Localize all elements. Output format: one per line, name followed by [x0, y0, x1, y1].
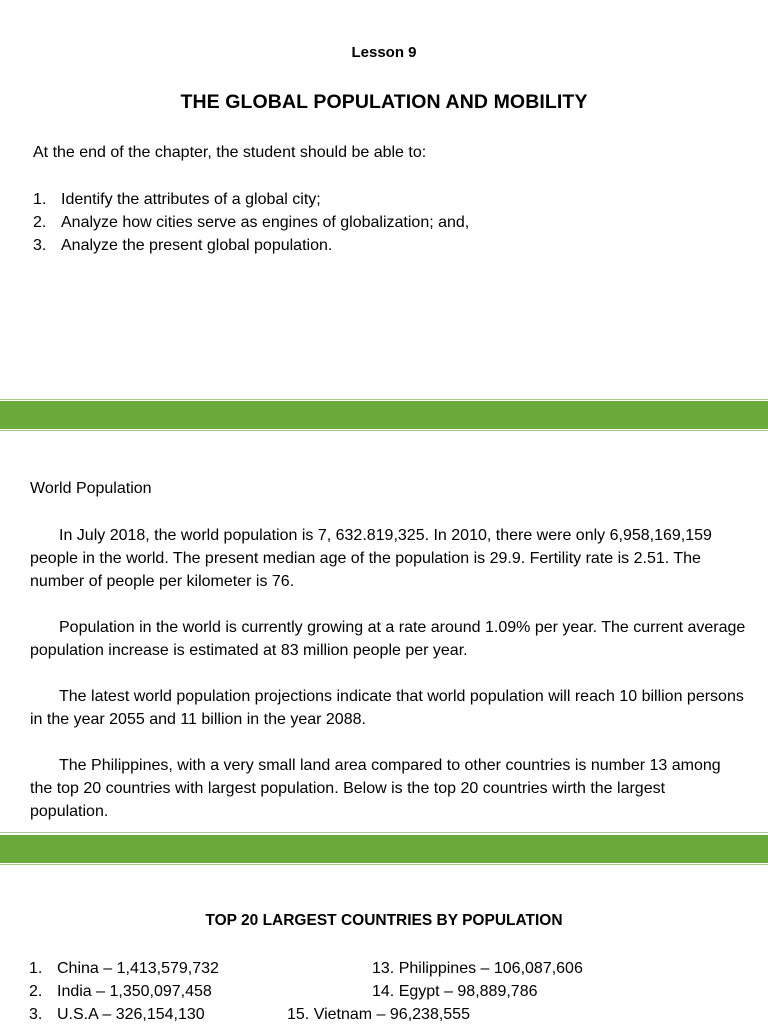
page-divider-band — [0, 397, 768, 433]
page-title: THE GLOBAL POPULATION AND MOBILITY — [180, 91, 588, 113]
paragraph — [30, 754, 746, 823]
page-divider-band — [0, 832, 768, 866]
objectives-list — [33, 188, 469, 257]
paragraph — [30, 616, 746, 662]
objective-text: Identify the attributes of a global city; — [61, 191, 321, 208]
objective-number: 2. — [33, 214, 47, 231]
divider-line — [0, 399, 768, 400]
country-item — [29, 980, 212, 1003]
lesson-number: Lesson 9 — [351, 44, 417, 61]
paragraph-text: The Philippines, with a very small land area compared to other countries is number 13 among the top 20 countries with largest population. Below is the top 20 countries wirth the largest population. — [30, 757, 721, 820]
section-heading: World Population — [30, 480, 152, 497]
paragraph-text: Population in the world is currently growing at a rate around 1.09% per year. The current average population increase is estimated at 83 million people per year. — [30, 619, 746, 659]
country-rank: 15. — [287, 1006, 310, 1023]
country-text: China – 1,413,579,732 — [57, 960, 219, 977]
objective-number: 1. — [33, 191, 47, 208]
objective-item — [33, 234, 469, 257]
country-text: Philippines – 106,087,606 — [398, 960, 583, 977]
country-item — [372, 980, 537, 1003]
country-rank: 14. — [372, 983, 395, 1000]
paragraph-text: In July 2018, the world population is 7, 632.819,325. In 2010, there were only 6,958,169,159 people in the world. The present median age of the population is 29.9. Fertility rate is 2.51. The number of people per kilometer is 76. — [30, 527, 712, 590]
countries-list-title: TOP 20 LARGEST COUNTRIES BY POPULATION — [205, 912, 563, 929]
paragraph-text: The latest world population projections indicate that world population will reach 10 billion persons in the year 2055 and 11 billion in the year 2088. — [30, 688, 744, 728]
country-rank: 13. — [372, 960, 395, 977]
intro-text: At the end of the chapter, the student should be able to: — [33, 144, 427, 161]
country-rank: 1. — [29, 960, 43, 977]
green-stripe — [0, 835, 768, 863]
green-stripe — [0, 401, 768, 429]
objective-item — [33, 211, 469, 234]
objective-text: Analyze how cities serve as engines of globalization; and, — [61, 214, 470, 231]
objective-text: Analyze the present global population. — [61, 237, 333, 254]
country-item — [287, 1003, 470, 1026]
country-rank: 2. — [29, 983, 43, 1000]
country-text: U.S.A – 326,154,130 — [57, 1006, 205, 1023]
country-text: Vietnam – 96,238,555 — [313, 1006, 470, 1023]
divider-line — [0, 864, 768, 865]
objective-number: 3. — [33, 237, 47, 254]
divider-line — [0, 832, 768, 833]
country-text: Egypt – 98,889,786 — [398, 983, 538, 1000]
objective-item — [33, 188, 469, 211]
country-item — [29, 957, 219, 980]
divider-line — [0, 430, 768, 431]
country-text: India – 1,350,097,458 — [57, 983, 212, 1000]
paragraph — [30, 524, 746, 593]
country-item — [29, 1003, 205, 1026]
country-rank: 3. — [29, 1006, 43, 1023]
country-item — [372, 957, 583, 980]
paragraph — [30, 685, 746, 731]
